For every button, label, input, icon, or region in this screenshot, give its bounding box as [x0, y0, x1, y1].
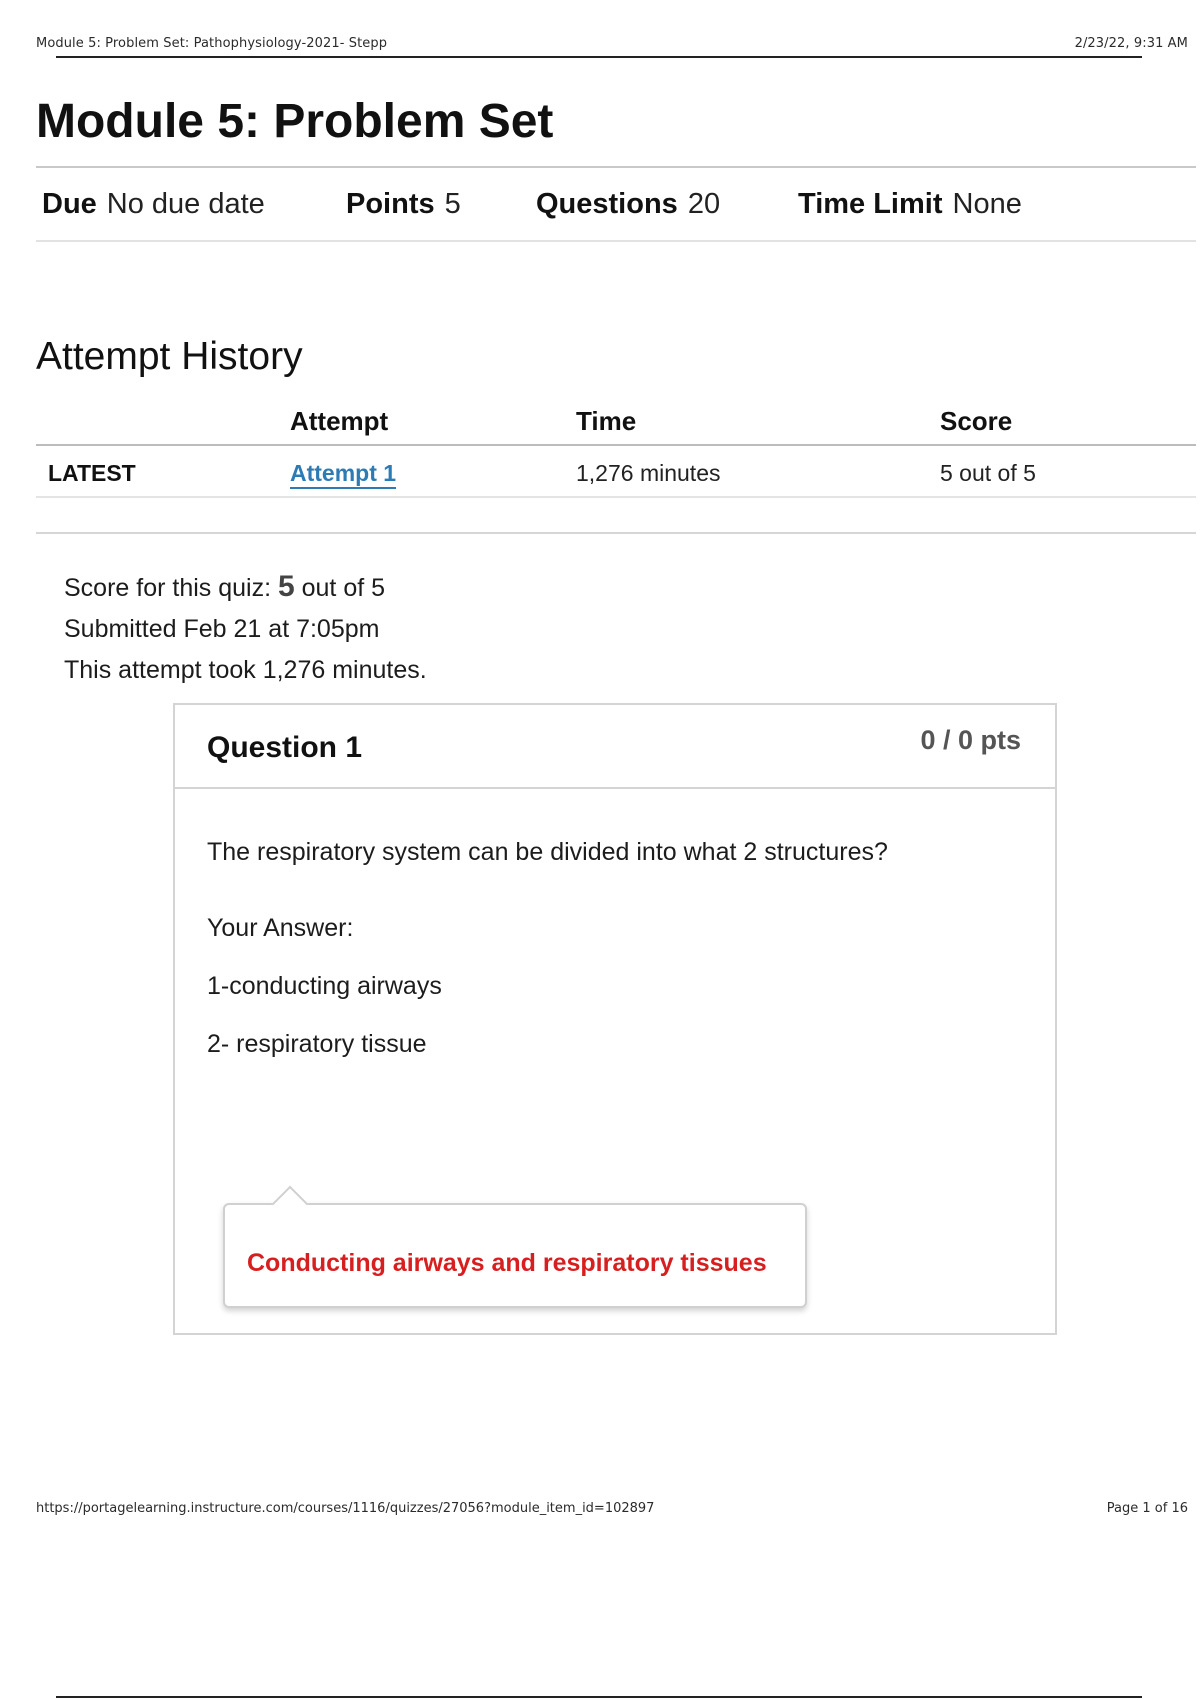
latest-badge: LATEST	[48, 460, 136, 486]
table-header-row	[36, 396, 1196, 446]
submitted-line: Submitted Feb 21 at 7:05pm	[64, 615, 380, 643]
score-cell: 5 out of 5	[940, 460, 1036, 486]
attempt-1-link[interactable]: Attempt 1	[290, 460, 396, 489]
question-points: 0 / 0 pts	[920, 725, 1021, 755]
column-header-time: Time	[576, 406, 637, 436]
meta-questions	[536, 186, 720, 222]
attempt-cell	[290, 460, 396, 487]
quiz-meta-bar	[36, 166, 1196, 242]
meta-questions-value: 20	[687, 188, 721, 220]
table-row	[36, 446, 1196, 498]
section-divider	[36, 532, 1196, 534]
score-suffix: out of 5	[301, 574, 386, 602]
correct-answer-text: Conducting airways and respiratory tissues	[247, 1249, 767, 1277]
score-line	[64, 566, 427, 609]
meta-due	[42, 186, 265, 222]
meta-time-limit-label: Time Limit	[798, 188, 943, 220]
your-answer-label: Your Answer:	[207, 914, 354, 942]
header-divider	[56, 56, 1142, 58]
answer-line: 2- respiratory tissue	[207, 1030, 427, 1058]
meta-time-limit	[798, 186, 1022, 222]
bottom-divider	[56, 1696, 1142, 1698]
question-body	[207, 837, 888, 1087]
question-title: Question 1	[207, 731, 363, 764]
correct-answer-callout	[223, 1203, 807, 1308]
score-value: 5	[277, 570, 295, 603]
question-prompt: The respiratory system can be divided into what 2 structures?	[207, 838, 888, 866]
column-header-score: Score	[940, 406, 1013, 436]
score-prefix: Score for this quiz:	[64, 574, 272, 602]
question-card	[173, 703, 1057, 1335]
meta-time-limit-value: None	[952, 188, 1022, 220]
print-datetime: 2/23/22, 9:31 AM	[1074, 36, 1188, 51]
attempt-history-table	[36, 396, 1196, 498]
print-page-number: Page 1 of 16	[1106, 1501, 1188, 1516]
duration-line: This attempt took 1,276 minutes.	[64, 656, 427, 684]
print-url: https://portagelearning.instructure.com/courses/1116/quizzes/27056?module_item_id=102897	[36, 1501, 655, 1516]
print-page-title: Module 5: Problem Set: Pathophysiology-2021- Stepp	[36, 36, 388, 51]
meta-due-value: No due date	[106, 188, 265, 220]
meta-questions-label: Questions	[536, 188, 678, 220]
column-header-attempt: Attempt	[290, 406, 389, 436]
meta-points	[346, 186, 461, 222]
print-header	[36, 36, 1188, 52]
attempt-history-heading: Attempt History	[36, 335, 303, 378]
meta-points-value: 5	[444, 188, 461, 220]
answer-line: 1-conducting airways	[207, 972, 442, 1000]
callout-caret	[272, 1186, 309, 1223]
quiz-summary	[64, 566, 427, 691]
meta-points-label: Points	[346, 188, 435, 220]
question-header	[175, 705, 1055, 789]
page-title: Module 5: Problem Set	[36, 95, 554, 148]
meta-due-label: Due	[42, 188, 97, 220]
time-cell: 1,276 minutes	[576, 460, 721, 486]
